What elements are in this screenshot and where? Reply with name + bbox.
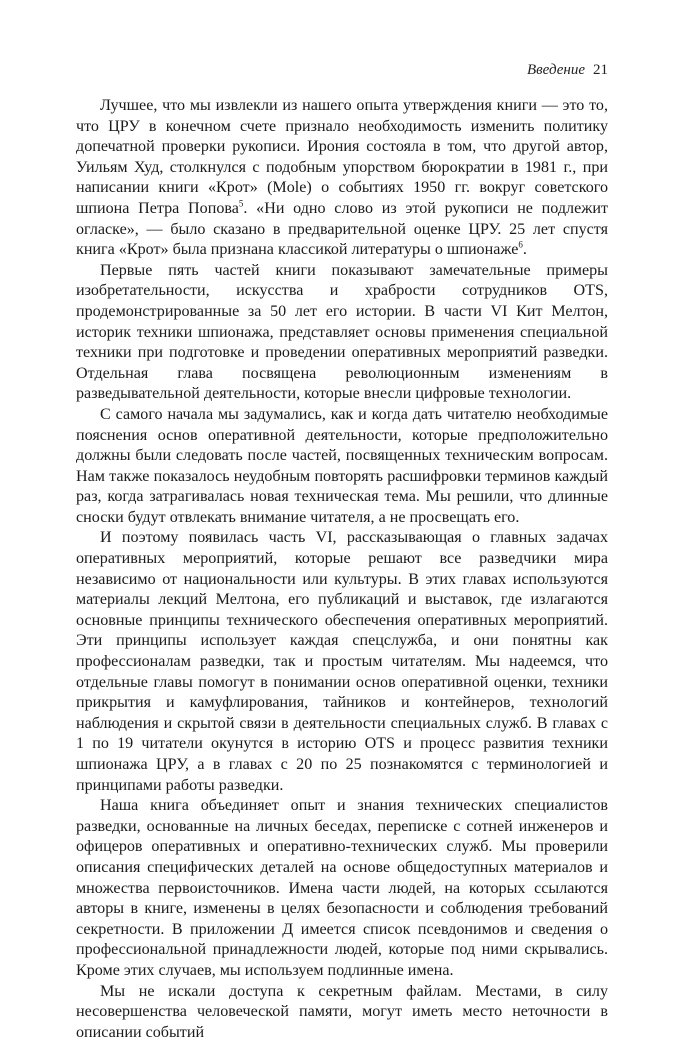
page-number: 21 [593, 62, 608, 78]
footnote-ref: 5 [238, 198, 244, 209]
text-run: Наша книга объединяет опыт и знания технических специалистов разведки, основанные на личных беседах, переписке с сотней инженеров и офицеров оперативных и оперативно-технических служб. Мы проверили описания специфических деталей на основе общедоступных материалов и множества первоисточников. Имена части людей, на которых ссылаются авторы в книге, изменены в целях безопасности и соблюдения требований секретности. В приложении Д имеется список псевдонимов и сведения о профессиональной принадлежности людей, которые под ними скрывались. Кроме этих случаев, мы используем подлинные имена. [76, 797, 608, 979]
text-run: Мы не искали доступа к секретным файлам. Местами, в силу несовершенства человеческой памяти, могут иметь место неточности в описании событий [76, 982, 608, 1041]
text-run: Первые пять частей книги показывают замечательные примеры изобретательности, искусства и храбрости сотрудников OTS, продемонстрированные за 50 лет его истории. В части VI Кит Мелтон, историк техники шпионажа, представляет основы применения специальной техники при подготовке и проведении оперативных мероприятий разведки. Отдельная глава посвящена революционным изменениям в разведывательной деятельности, которые внесли цифровые технологии. [76, 261, 608, 403]
text-run: С самого начала мы задумались, как и когда дать читателю необходимые пояснения основ оперативной деятельности, которые предположительно должны были следовать после частей, посвященных техническим вопросам. Нам также показалось неудобным повторять расшифровки терминов каждый раз, когда затрагивалась новая техническая тема. Мы решили, что длинные сноски будут отвлекать внимание читателя, а не просвещать его. [76, 405, 608, 526]
body-text [76, 96, 608, 1043]
paragraph [76, 405, 608, 529]
running-header [76, 60, 608, 82]
paragraph [76, 982, 608, 1043]
section-title: Введение [527, 62, 585, 78]
paragraph [76, 96, 608, 261]
footnote-ref: 6 [518, 239, 523, 250]
paragraph [76, 261, 608, 405]
book-page [76, 60, 608, 1041]
paragraph [76, 528, 608, 796]
text-run: . «Ни одно слово из этой рукописи не подлежит огласке», — было сказано в предварительной оценке ЦРУ. 25 лет спустя книга «Крот» была признана классикой литературы о шпионаже [76, 199, 608, 259]
text-run: . [522, 241, 527, 259]
text-run: И поэтому появилась часть VI, рассказывающая о главных задачах оперативных мероприятий, которые решают все разведчики мира независимо от национальности или культуры. В этих главах используются материалы лекций Мелтона, его публикаций и выставок, где излагаются основные принципы технического обеспечения оперативных мероприятий. Эти принципы использует каждая спецслужба, и они понятны как профессионалам разведки, так и простым читателям. Мы надеемся, что отдельные главы помогут в понимании основ оперативной оценки, техники прикрытия и камуфлирования, тайников и контейнеров, технологий наблюдения и скрытой связи в деятельности специальных служб. В главах с 1 по 19 читатели окунутся в историю OTS и процесс развития техники шпионажа ЦРУ, а в главах с 20 по 25 познакомятся с терминологией и принципами работы разведки. [76, 529, 608, 794]
text-run: Лучшее, что мы извлекли из нашего опыта утверждения книги — это то, что ЦРУ в конечном счете признало необходимость изменить политику допечатной проверки рукописи. Ирония состояла в том, что другой автор, Уильям Худ, столкнулся с подобным упорством бюрократии в 1981 г., при написании книги «Крот» (Mole) о событиях 1950 гг. вокруг советского шпиона Петра Попова [76, 97, 608, 217]
paragraph [76, 796, 608, 981]
